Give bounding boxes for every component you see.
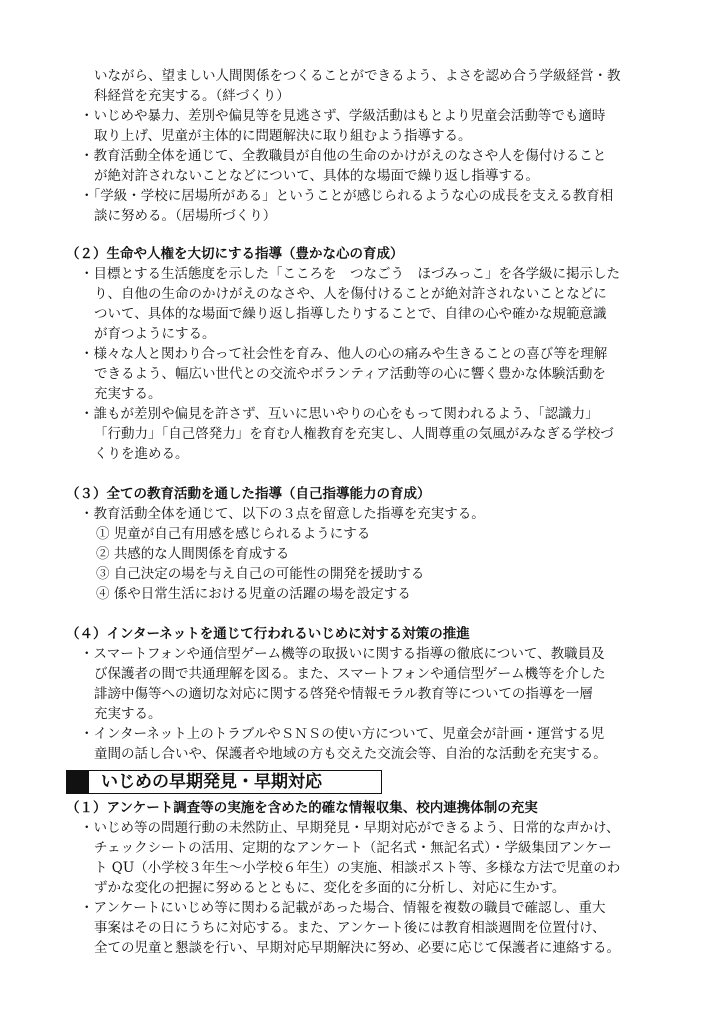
body-line: くりを進める。	[94, 446, 189, 462]
body-line: ・誰もが差別や偏見を許さず、互いに思いやりの心をもって関われるよう、「認識力」	[80, 406, 599, 422]
intro-line: が絶対許されないことなどについて、具体的な場面で繰り返し指導する。	[94, 168, 539, 184]
body-line: ずかな変化の把握に努めるとともに、変化を多面的に分析し、対応に生かす。	[94, 880, 566, 896]
body-line: ト QU（小学校３年生～小学校６年生）の実施、相談ポスト等、多様な方法で児童のわ	[94, 860, 621, 876]
body-line: チェックシートの活用、定期的なアンケート（記名式・無記名式）・学級集団アンケー	[94, 840, 612, 856]
body-line: ・インターネット上のトラブルやＳＮＳの使い方について、児童会が計画・運営する児	[80, 726, 605, 742]
chapter-title-box	[66, 770, 382, 794]
numbered-item: ④ 係や日常生活における児童の活躍の場を設定する	[96, 586, 411, 602]
section-heading-4: （４）インターネットを通じて行われるいじめに対する対策の推進	[66, 626, 470, 642]
section-heading-3: （３）全ての教育活動を通した指導（自己指導能力の育成）	[66, 486, 431, 502]
body-line: 「行動力」「自己啓発力」を育む人権教育を充実し、人間尊重の気風がみなぎる学校づ	[94, 426, 614, 442]
numbered-item: ③ 自己決定の場を与え自己の可能性の開発を援助する	[96, 566, 425, 582]
intro-line: ・「学級・学校に居場所がある」ということが感じられるような心の成長を支える教育相	[80, 188, 614, 204]
body-line: ・教育活動全体を通じて、以下の３点を留意した指導を充実する。	[80, 506, 485, 522]
section-heading-5: （１）アンケート調査等の実施を含めた的確な情報収集、校内連携体制の充実	[66, 800, 538, 816]
body-line: 充実する。	[94, 706, 162, 722]
chapter-title-bar	[67, 771, 89, 793]
intro-line: 取り上げ、児童が主体的に問題解決に取り組むよう指導する。	[94, 128, 472, 144]
body-line: できるよう、幅広い世代との交流やボランティア活動等の心に響く豊かな体験活動を	[94, 366, 606, 382]
body-line: 童間の話し合いや、保護者や地域の方も交えた交流会等、自治的な活動を充実する。	[94, 746, 607, 762]
body-line: 誹謗中傷等への適切な対応に関する啓発や情報モラル教育等についての指導を一層	[94, 686, 593, 702]
intro-line: 談に努める。（居場所づくり）	[94, 208, 277, 224]
section-heading-2: （２）生命や人権を大切にする指導（豊かな心の育成）	[66, 246, 404, 262]
body-line: 事案はその日にうちに対応する。また、アンケート後には教育相談週間を位置付け、	[94, 920, 606, 936]
numbered-item: ① 児童が自己有用感を感じられるようにする	[96, 526, 371, 542]
chapter-title: いじめの早期発見・早期対応	[101, 772, 322, 792]
body-line: ついて、具体的な場面で繰り返し指導したりすることで、自律の心や確かな規範意識	[94, 306, 607, 322]
intro-line: ・いじめや暴力、差別や偏見等を見逃さず、学級活動はもとより児童会活動等でも適時	[80, 108, 606, 124]
body-line: が育つようにする。	[94, 326, 216, 342]
intro-line: 科経営を充実する。（絆づくり）	[94, 88, 290, 104]
body-line: ・アンケートにいじめ等に関わる記載があった場合、情報を複数の職員で確認し、重大	[80, 900, 606, 916]
body-line: ・スマートフォンや通信型ゲーム機等の取扱いに関する指導の徹底について、教職員及	[80, 646, 605, 662]
numbered-item: ② 共感的な人間関係を育成する	[96, 546, 290, 562]
body-line: び保護者の間で共通理解を図る。また、スマートフォンや通信型ゲーム機等を介した	[94, 666, 606, 682]
body-line: ・目標とする生活態度を示した「こころを つなごう ほづみっこ」を各学級に掲示した	[80, 266, 620, 282]
body-line: り、自他の生命のかけがえのなさや、人を傷付けることが絶対許されないことなどに	[94, 286, 607, 302]
intro-line: ・教育活動全体を通じて、全教職員が自他の生命のかけがえのなさや人を傷付けること	[80, 148, 607, 164]
body-line: 充実する。	[94, 386, 162, 402]
intro-line: いながら、望ましい人間関係をつくることができるよう、よさを認め合う学級経営・教	[94, 68, 621, 84]
body-line: 全ての児童と懇談を行い、早期対応早期解決に努め、必要に応じて保護者に連絡する。	[94, 940, 620, 956]
body-line: ・いじめ等の問題行動の未然防止、早期発見・早期対応ができるよう、日常的な声かけ、	[80, 820, 620, 836]
body-line: ・様々な人と関わり合って社会性を育み、他人の心の痛みや生きることの喜び等を理解	[80, 346, 608, 362]
